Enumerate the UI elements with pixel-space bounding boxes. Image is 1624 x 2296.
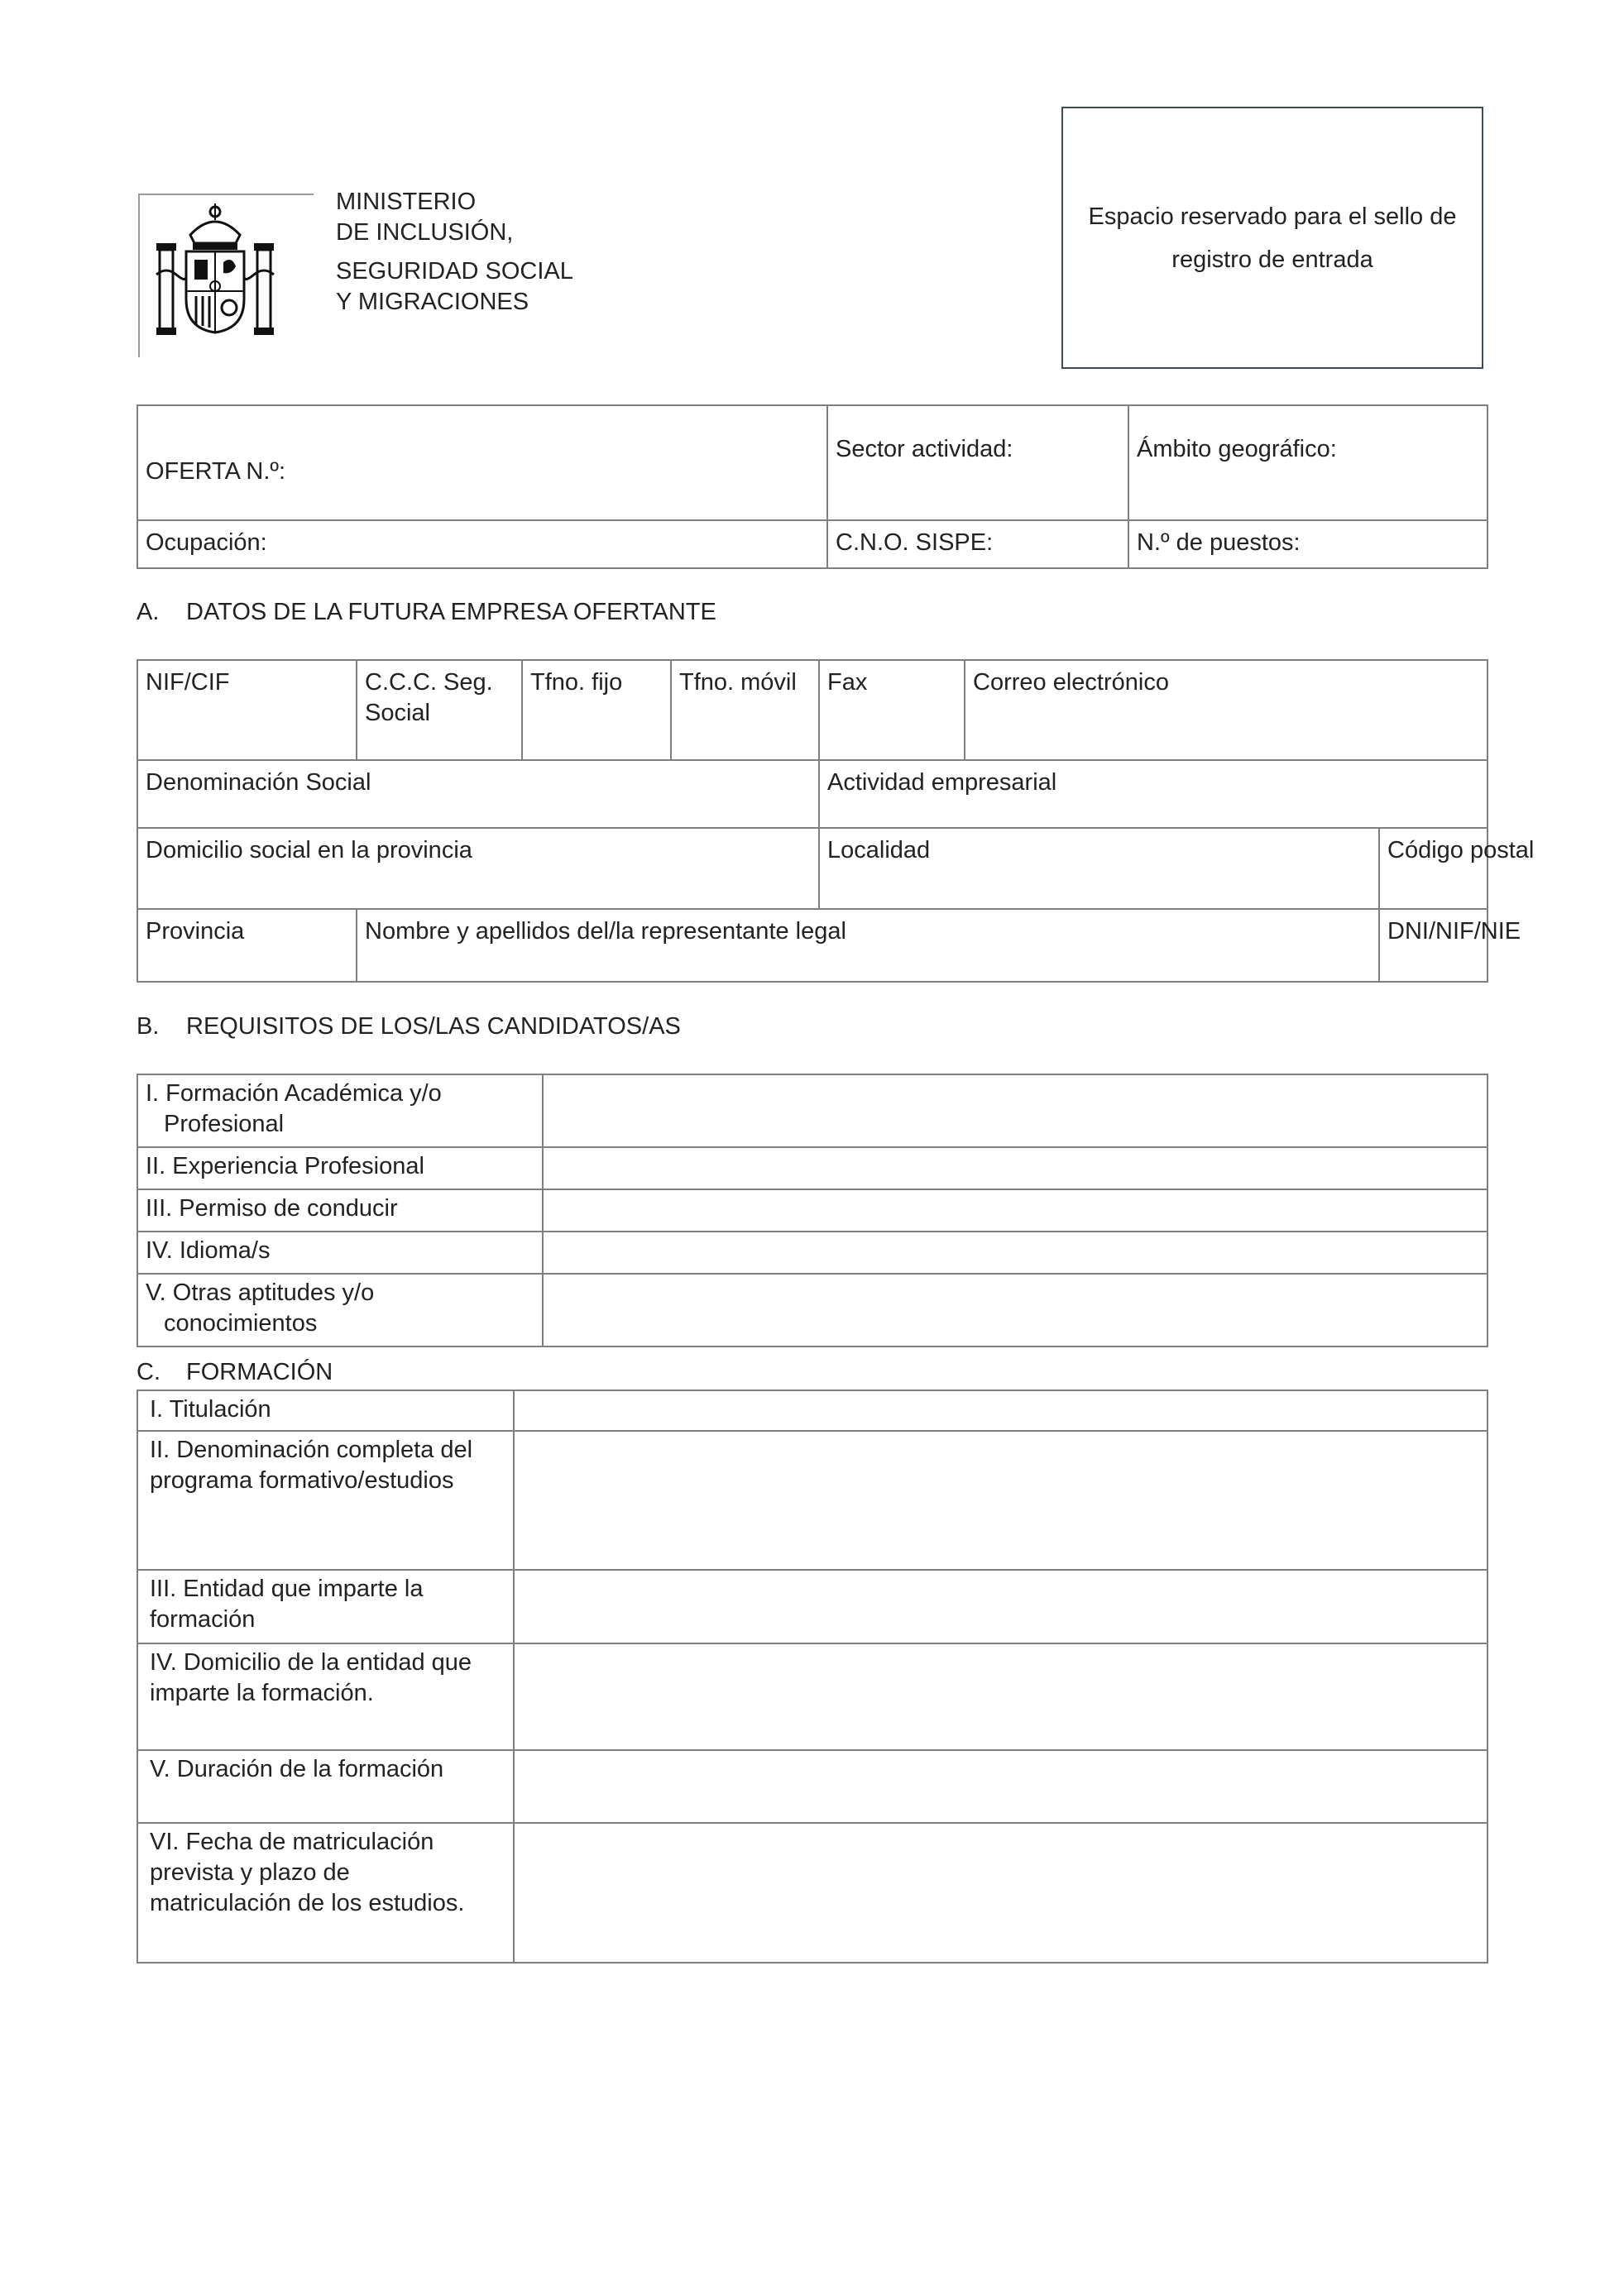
other-skills-input[interactable] — [543, 1274, 1487, 1347]
registered-address-field[interactable] — [137, 828, 819, 909]
requirements-table — [137, 1074, 1488, 1347]
requirement-label — [137, 1189, 543, 1232]
training-entity-input[interactable] — [514, 1570, 1487, 1643]
training-label — [137, 1750, 514, 1823]
languages-label: IV. Idioma/s — [146, 1237, 271, 1264]
business-activity-label: Actividad empresarial — [827, 769, 1057, 796]
experience-input[interactable] — [543, 1147, 1487, 1189]
section-b-title — [137, 1012, 681, 1042]
province-field[interactable] — [137, 909, 357, 982]
business-activity-field[interactable] — [819, 760, 1487, 828]
other-skills-line-1: V. Otras aptitudes y/o — [146, 1280, 375, 1306]
locality-label: Localidad — [827, 837, 931, 863]
province-label: Provincia — [146, 918, 245, 945]
positions-field[interactable] — [1128, 520, 1487, 568]
enrollment-date-line-1: VI. Fecha de matriculación — [150, 1829, 434, 1855]
ministry-line-1: MINISTERIO — [336, 189, 477, 215]
degree-label: I. Titulación — [150, 1396, 271, 1423]
training-table — [137, 1390, 1488, 1964]
training-entity-line-2: formación — [150, 1606, 256, 1633]
training-label — [137, 1570, 514, 1643]
academic-training-input[interactable] — [543, 1074, 1487, 1147]
landline-label: Tfno. fijo — [530, 669, 623, 696]
ccc-label-line-2: Social — [365, 700, 430, 726]
coat-of-arms-icon — [153, 200, 277, 341]
landline-field[interactable] — [522, 660, 671, 760]
section-a-letter: A. — [137, 599, 160, 625]
training-entity-line-1: III. Entidad que imparte la — [150, 1576, 424, 1602]
sector-field[interactable] — [827, 405, 1128, 520]
requirement-label — [137, 1147, 543, 1189]
academic-training-line-1: I. Formación Académica y/o — [146, 1080, 442, 1107]
stamp-text-line-2: registro de entrada — [1171, 246, 1373, 273]
cno-field[interactable] — [827, 520, 1128, 568]
section-b-heading: REQUISITOS DE LOS/LAS CANDIDATOS/AS — [186, 1013, 681, 1040]
stamp-text-line-1: Espacio reservado para el sello de — [1088, 203, 1457, 230]
company-name-field[interactable] — [137, 760, 819, 828]
company-data-table — [137, 659, 1535, 983]
postal-code-field[interactable] — [1379, 828, 1535, 909]
offer-number-field[interactable] — [137, 405, 827, 520]
training-label — [137, 1643, 514, 1750]
entry-stamp-box — [1061, 107, 1483, 369]
degree-input[interactable] — [514, 1390, 1487, 1431]
ministry-name — [336, 187, 573, 318]
geographic-scope-label: Ámbito geográfico: — [1137, 436, 1337, 462]
languages-input[interactable] — [543, 1232, 1487, 1274]
entity-address-input[interactable] — [514, 1643, 1487, 1750]
training-label — [137, 1823, 514, 1963]
email-label: Correo electrónico — [973, 669, 1169, 696]
training-label — [137, 1390, 514, 1431]
fax-label: Fax — [827, 669, 868, 696]
program-name-line-2: programa formativo/estudios — [150, 1467, 454, 1494]
entity-address-line-1: IV. Domicilio de la entidad que — [150, 1649, 472, 1676]
duration-input[interactable] — [514, 1750, 1487, 1823]
requirement-label — [137, 1074, 543, 1147]
dni-field[interactable] — [1379, 909, 1521, 982]
offer-table — [137, 404, 1488, 569]
ccc-label-line-1: C.C.C. Seg. — [365, 669, 493, 696]
section-c-letter: C. — [137, 1359, 160, 1385]
sector-label: Sector actividad: — [836, 436, 1013, 462]
cno-label: C.N.O. SISPE: — [836, 529, 994, 556]
nif-label: NIF/CIF — [146, 669, 230, 696]
training-label — [137, 1431, 514, 1570]
requirement-label — [137, 1232, 543, 1274]
dni-label: DNI/NIF/NIE — [1387, 918, 1521, 945]
email-field[interactable] — [965, 660, 1487, 760]
academic-training-line-2: Profesional — [164, 1111, 285, 1137]
ministry-line-2: DE INCLUSIÓN, — [336, 219, 514, 246]
ministry-line-3: SEGURIDAD SOCIAL — [336, 258, 573, 285]
ccc-field[interactable] — [357, 660, 522, 760]
driving-license-label: III. Permiso de conducir — [146, 1195, 398, 1222]
enrollment-date-input[interactable] — [514, 1823, 1487, 1963]
mobile-label: Tfno. móvil — [679, 669, 797, 696]
enrollment-date-line-2: prevista y plazo de — [150, 1859, 350, 1886]
section-b-letter: B. — [137, 1013, 160, 1040]
mobile-field[interactable] — [671, 660, 819, 760]
entity-address-line-2: imparte la formación. — [150, 1680, 374, 1706]
other-skills-line-2: conocimientos — [164, 1310, 318, 1337]
legal-representative-label: Nombre y apellidos del/la representante legal — [365, 918, 846, 945]
section-c-heading: FORMACIÓN — [186, 1359, 333, 1385]
nif-field[interactable] — [137, 660, 357, 760]
geographic-scope-field[interactable] — [1128, 405, 1487, 520]
driving-license-input[interactable] — [543, 1189, 1487, 1232]
section-c-title — [137, 1357, 333, 1388]
section-a-title — [137, 597, 716, 628]
occupation-field[interactable] — [137, 520, 827, 568]
legal-representative-field[interactable] — [357, 909, 1379, 982]
ministry-line-4: Y MIGRACIONES — [336, 289, 529, 315]
fax-field[interactable] — [819, 660, 965, 760]
section-a-heading: DATOS DE LA FUTURA EMPRESA OFERTANTE — [186, 599, 716, 625]
program-name-input[interactable] — [514, 1431, 1487, 1570]
duration-label: V. Duración de la formación — [150, 1756, 444, 1782]
occupation-label: Ocupación: — [146, 529, 267, 556]
requirement-label — [137, 1274, 543, 1347]
company-name-label: Denominación Social — [146, 769, 371, 796]
postal-code-label: Código postal — [1387, 837, 1535, 863]
experience-label: II. Experiencia Profesional — [146, 1153, 424, 1179]
offer-number-label: OFERTA N.º: — [146, 458, 286, 485]
registered-address-label: Domicilio social en la provincia — [146, 837, 472, 863]
program-name-line-1: II. Denominación completa del — [150, 1437, 473, 1463]
enrollment-date-line-3: matriculación de los estudios. — [150, 1890, 465, 1916]
positions-label: N.º de puestos: — [1137, 529, 1301, 556]
locality-field[interactable] — [819, 828, 1379, 909]
